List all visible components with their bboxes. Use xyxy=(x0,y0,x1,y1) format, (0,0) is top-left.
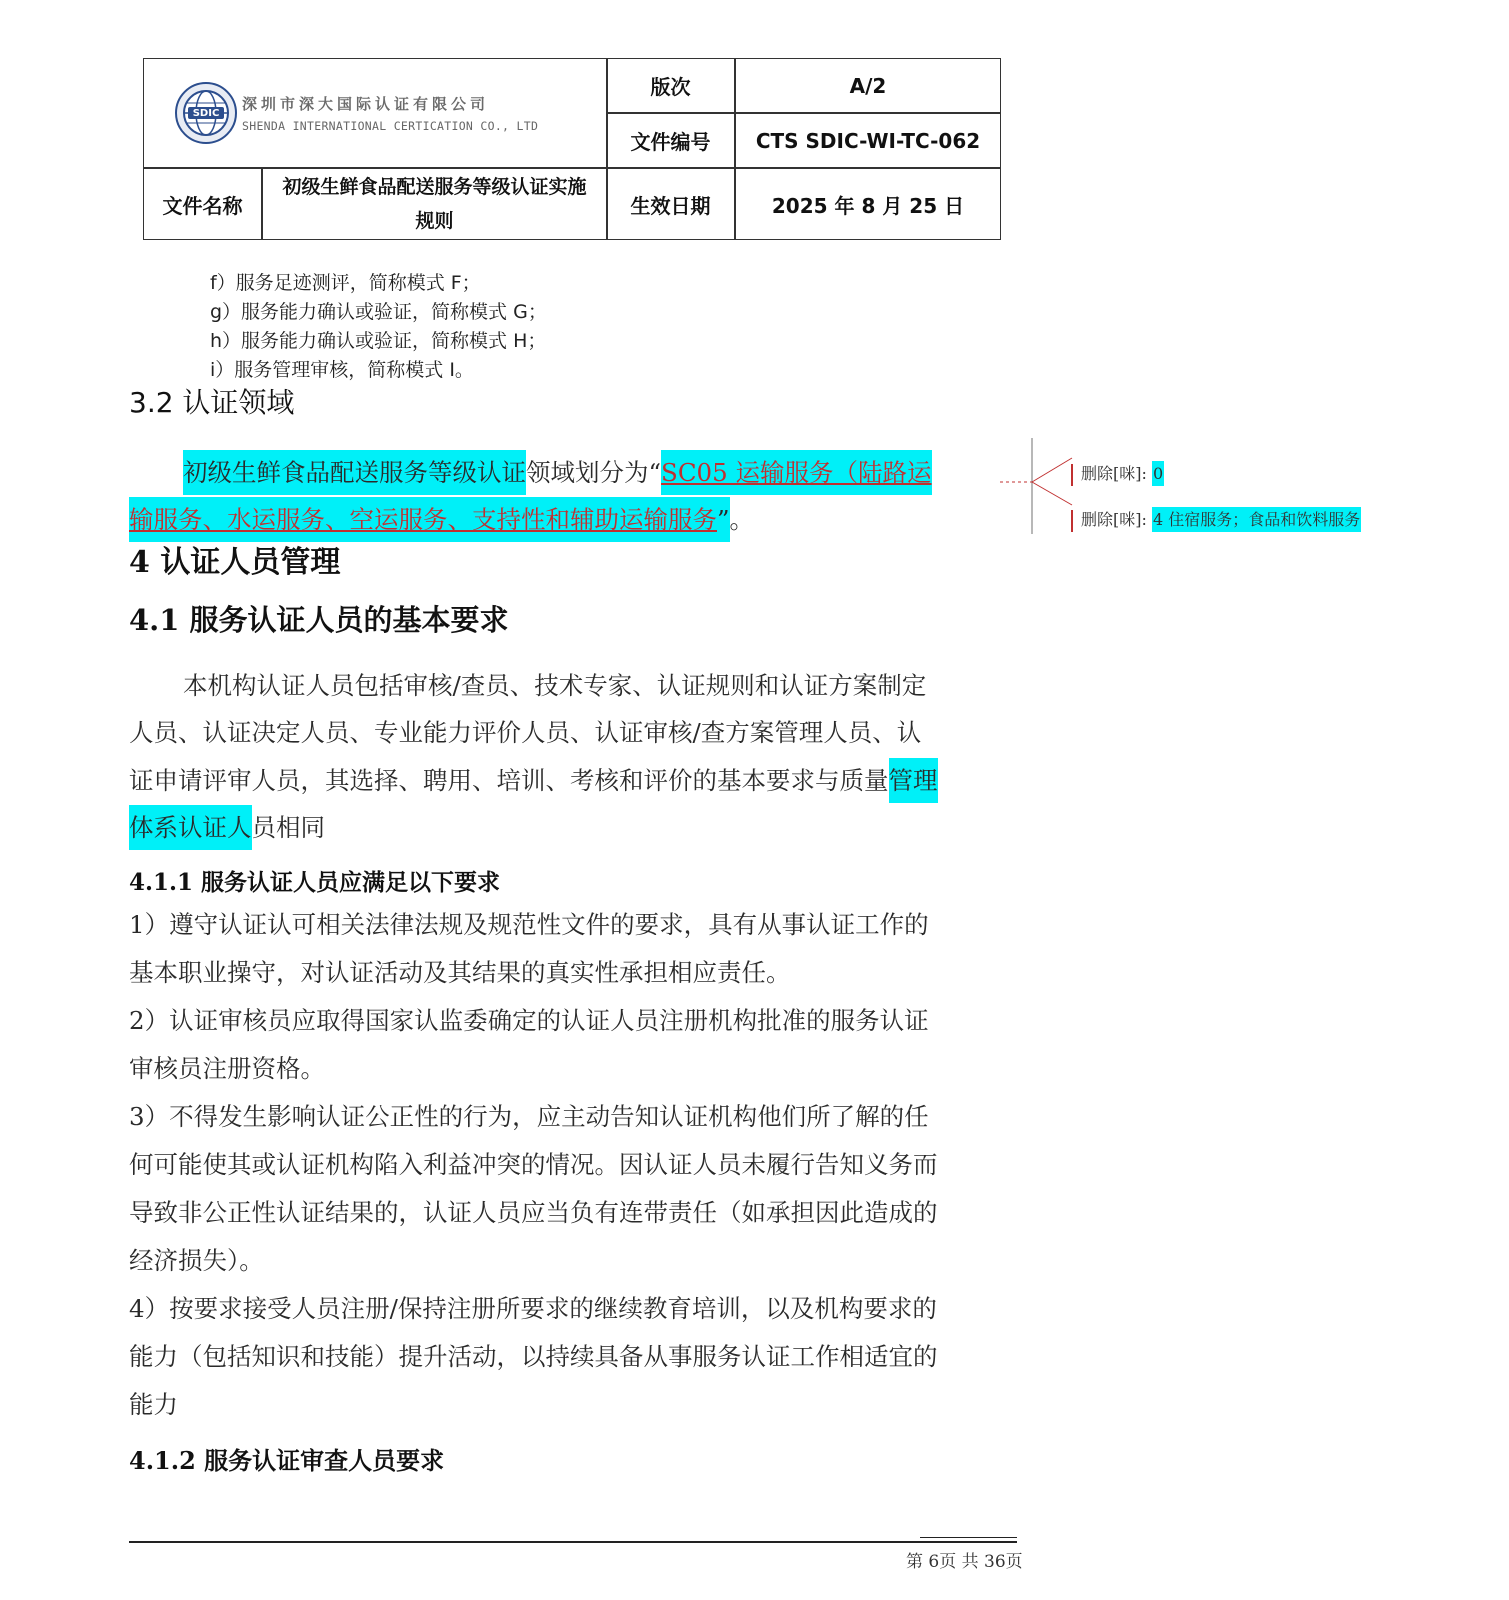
logo-text: SDIC xyxy=(192,108,220,119)
paragraph-line: 经济损失）。 xyxy=(129,1246,264,1275)
company-name-cn: 深圳市深大国际认证有限公司 xyxy=(242,95,490,113)
date-value: 2025 年 8 月 25 日 xyxy=(771,193,965,218)
footer-divider xyxy=(920,1537,1017,1538)
highlighted-text: 初级生鲜食品配送服务等级认证 xyxy=(183,450,526,495)
paragraph-line: 证申请评审人员，其选择、聘用、培训、考核和评价的基本要求与质量管理 xyxy=(129,764,938,798)
section-heading-3-2: 3.2 认证领域 xyxy=(129,386,295,419)
closing-quote: ” xyxy=(717,497,730,542)
paragraph-line xyxy=(129,450,932,496)
docname-value-line2: 规则 xyxy=(415,210,454,232)
paragraph-line: 基本职业操守，对认证活动及其结果的真实性承担相应责任。 xyxy=(129,958,791,987)
comment-connector xyxy=(1000,430,1080,540)
paragraph-line: 1）遵守认证认可相关法律法规及规范性文件的要求，具有从事认证工作的 xyxy=(129,910,929,939)
revision-comment[interactable] xyxy=(1071,507,1361,532)
list-item: f）服务足迹测评，简称模式 F； xyxy=(210,272,481,294)
version-value: A/2 xyxy=(849,73,887,98)
inserted-text: 输服务、水运服务、空运服务、支持性和辅助运输服务 xyxy=(129,497,717,542)
document-header-table xyxy=(143,58,1001,240)
list-item: i）服务管理审核，简称模式 I。 xyxy=(210,359,474,381)
inserted-text: SC05 运输服务（陆路运 xyxy=(661,450,932,495)
version-label: 版次 xyxy=(650,75,691,99)
paragraph-line: 4）按要求接受人员注册/保持注册所要求的继续教育培训，以及机构要求的 xyxy=(129,1294,937,1323)
paragraph-line: 何可能使其或认证机构陷入利益冲突的情况。因认证人员未履行告知义务而 xyxy=(129,1150,938,1179)
comment-text: 4 住宿服务；食品和饮料服务 xyxy=(1152,507,1361,532)
company-logo xyxy=(144,59,606,167)
docno-label: 文件编号 xyxy=(630,130,711,154)
paragraph-line: 体系认证人员相同 xyxy=(129,811,325,845)
plain-text: 领域划分为“ xyxy=(526,458,662,487)
comment-label: 删除[咪]: xyxy=(1081,464,1152,483)
highlighted-text: 管理 xyxy=(889,758,938,803)
paragraph-line: 能力 xyxy=(129,1390,178,1419)
comment-label: 删除[咪]: xyxy=(1081,510,1152,529)
plain-text: 。 xyxy=(729,505,755,534)
highlighted-text: 体系认证人 xyxy=(129,805,252,850)
footer-divider xyxy=(129,1541,1017,1543)
paragraph-line: 审核员注册资格。 xyxy=(129,1054,325,1083)
section-heading-4-1-1: 4.1.1 服务认证人员应满足以下要求 xyxy=(129,869,501,896)
paragraph-line: 能力（包括知识和技能）提升活动，以持续具备从事服务认证工作相适宜的 xyxy=(129,1342,938,1371)
docname-label: 文件名称 xyxy=(162,193,243,218)
paragraph-line: 3）不得发生影响认证公正性的行为，应主动告知认证机构他们所了解的任 xyxy=(129,1102,929,1131)
revision-comment[interactable] xyxy=(1071,461,1164,486)
docno-value: CTS SDIC-WI-TC-062 xyxy=(755,128,981,153)
section-heading-4-1: 4.1 服务认证人员的基本要求 xyxy=(129,603,509,637)
paragraph-line: 2）认证审核员应取得国家认监委确定的认证人员注册机构批准的服务认证 xyxy=(129,1006,929,1035)
comment-text: 0 xyxy=(1152,461,1164,486)
docname-value xyxy=(263,169,606,239)
list-item: g）服务能力确认或验证，简称模式 G； xyxy=(210,301,547,323)
section-heading-4: 4 认证人员管理 xyxy=(129,545,341,580)
date-label: 生效日期 xyxy=(630,193,711,218)
docname-value-line1: 初级生鲜食品配送服务等级认证实施 xyxy=(282,176,587,198)
company-name-en: SHENDA INTERNATIONAL CERTICATION CO., LTD xyxy=(242,119,539,133)
page-number: 第 6页 共 36页 xyxy=(906,1552,1023,1572)
list-item: h）服务能力确认或验证，简称模式 H； xyxy=(210,330,547,352)
paragraph-line: 本机构认证人员包括审核/查员、技术专家、认证规则和认证方案制定 xyxy=(183,671,927,700)
section-heading-4-1-2: 4.1.2 服务认证审查人员要求 xyxy=(129,1446,445,1475)
paragraph-line: 人员、认证决定人员、专业能力评价人员、认证审核/查方案管理人员、认 xyxy=(129,718,922,747)
paragraph-line: 导致非公正性认证结果的，认证人员应当负有连带责任（如承担因此造成的 xyxy=(129,1198,938,1227)
